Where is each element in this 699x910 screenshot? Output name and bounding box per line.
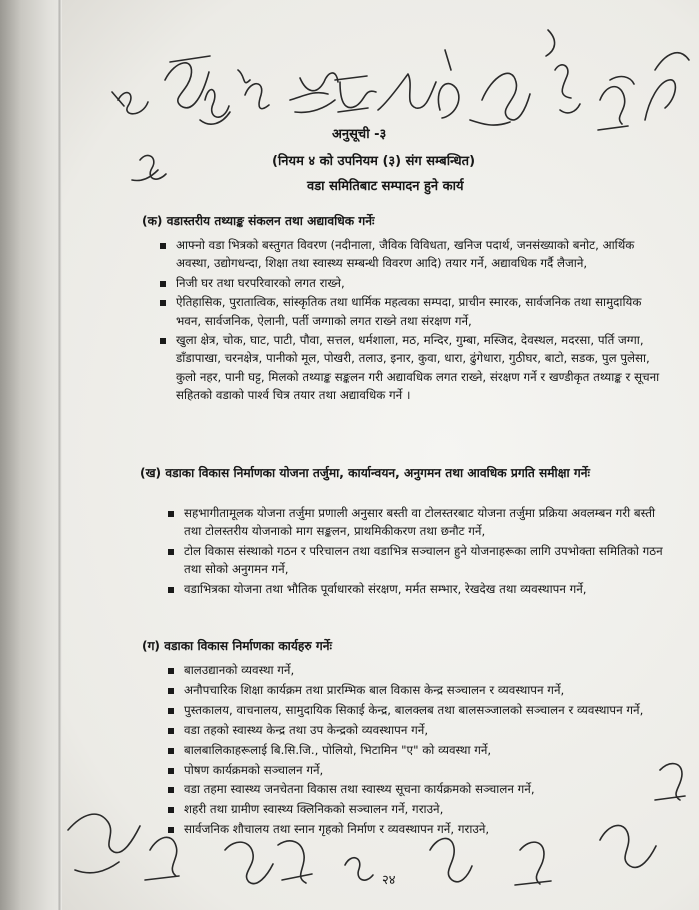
- binding-edge: [58, 0, 61, 910]
- list-item: शहरी तथा ग्रामीण स्वास्थ्य क्लिनिकको सञ्चालन गर्ने, गराउने,: [168, 800, 658, 818]
- list-item: निजी घर तथा घरपरिवारको लगत राख्ने,: [160, 274, 665, 292]
- list-item: बालउद्यानको व्यवस्था गर्ने,: [168, 661, 658, 679]
- list-item: सहभागीतामूलक योजना तर्जुमा प्रणाली अनुसार बस्ती वा टोलस्तरबाट योजना तर्जुमा प्रक्रिया अवलम्बन गरी बस्ती तथा टोलस्तरीय योजनाको माग सङ्कलन, प्राथमिकीकरण तथा छनौट गर्ने,: [168, 504, 668, 541]
- section-heading-ga: (ग) वडाका विकास निर्माणका कार्यहरु गर्नेः: [142, 639, 333, 653]
- list-item: बालबालिकाहरूलाई बि.सि.जि., पोलियो, भिटामिन "ए" को व्यवस्था गर्ने,: [168, 741, 658, 759]
- list-item: पुस्तकालय, वाचनालय, सामुदायिक सिकाई केन्द्र, बालक्लब तथा बालसञ्जालको सञ्चालन र व्यवस्थापन गर्ने,: [168, 701, 658, 719]
- list-item: खुला क्षेत्र, चोक, घाट, पाटी, पौवा, सत्तल, धर्मशाला, मठ, मन्दिर, गुम्बा, मस्जिद, देवस्थल, मदरसा, पर्ति जग्गा, डाँडापाखा, चरनक्षेत्र, पानीको मूल, पोखरी, तलाउ, इनार, कुवा, धारा, ढुंगेधारा, गुठीघर, बाटो, सडक, पुल पुलेसा, कुलो नहर, पानी घट्ट, मिलको तथ्याङ्क सङ्कलन गरी अद्यावधिक लगत राख्ने, संरक्षण गर्ने र खण्डीकृत तथ्याङ्क र सूचना सहितको वडाको पार्श्व चित्र तयार तथा अद्यावधिक गर्ने ।: [160, 331, 665, 405]
- list-item: टोल विकास संस्थाको गठन र परिचालन तथा वडाभित्र सञ्चालन हुने योजनाहरूका लागि उपभोक्ता समितिको गठन तथा सोको अनुगमन गर्ने,: [168, 542, 668, 579]
- list-item: वडा तहको स्वास्थ्य केन्द्र तथा उप केन्द्रको व्यवस्थापन गर्ने,: [168, 721, 658, 739]
- list-item: ऐतिहासिक, पुरातात्विक, सांस्कृतिक तथा धार्मिक महत्वका सम्पदा, प्राचीन स्मारक, सार्वजनिक तथा सामुदायिक भवन, सार्वजनिक, ऐलानी, पर्ती जग्गाको लगत राख्ने तथा संरक्षण गर्ने,: [160, 293, 665, 330]
- list-item: वडा तहमा स्वास्थ्य जनचेतना विकास तथा स्वास्थ्य सूचना कार्यक्रमको सञ्चालन गर्ने,: [168, 780, 658, 798]
- section-heading-ka: (क) वडास्तरीय तथ्याङ्क संकलन तथा अद्यावधिक गर्नेः: [142, 214, 375, 228]
- section-heading-kha: (ख) वडाका विकास निर्माणका योजना तर्जुमा, कार्यान्वयन, अनुगमन तथा आवधिक प्रगति समीक्षा गर्नेः: [140, 466, 590, 480]
- section-kha-list: [168, 504, 668, 599]
- list-item: वडाभित्रका योजना तथा भौतिक पूर्वाधारको संरक्षण, मर्मत सम्भार, रेखदेख तथा व्यवस्थापन गर्ने,: [168, 580, 668, 598]
- annex-label: अनुसूची -३: [332, 127, 387, 142]
- rule-reference: (नियम ४ को उपनियम (३) संग सम्बन्धित): [272, 154, 476, 169]
- list-item: पोषण कार्यक्रमको सञ्चालन गर्ने,: [168, 761, 658, 779]
- section-ka-list: [160, 236, 665, 406]
- list-item: आफ्नो वडा भित्रको बस्तुगत विवरण (नदीनाला, जैविक विविधता, खनिज पदार्थ, जनसंख्याको बनोट, आर्थिक अवस्था, उद्योगधन्दा, शिक्षा तथा स्वास्थ्य सम्बन्धी विवरण आदि) तयार गर्ने, अद्यावधिक गर्दै लैजाने,: [160, 236, 665, 273]
- page-number: २४: [382, 873, 396, 888]
- list-item: अनौपचारिक शिक्षा कार्यक्रम तथा प्रारम्भिक बाल विकास केन्द्र सञ्चालन र व्यवस्थापन गर्ने,: [168, 681, 658, 699]
- page-title: वडा समितिबाट सम्पादन हुने कार्य: [307, 179, 464, 194]
- section-ga-list: [168, 661, 658, 840]
- list-item: सार्वजनिक शौचालय तथा स्नान गृहको निर्माण र व्यवस्थापन गर्ने, गराउने,: [168, 820, 658, 838]
